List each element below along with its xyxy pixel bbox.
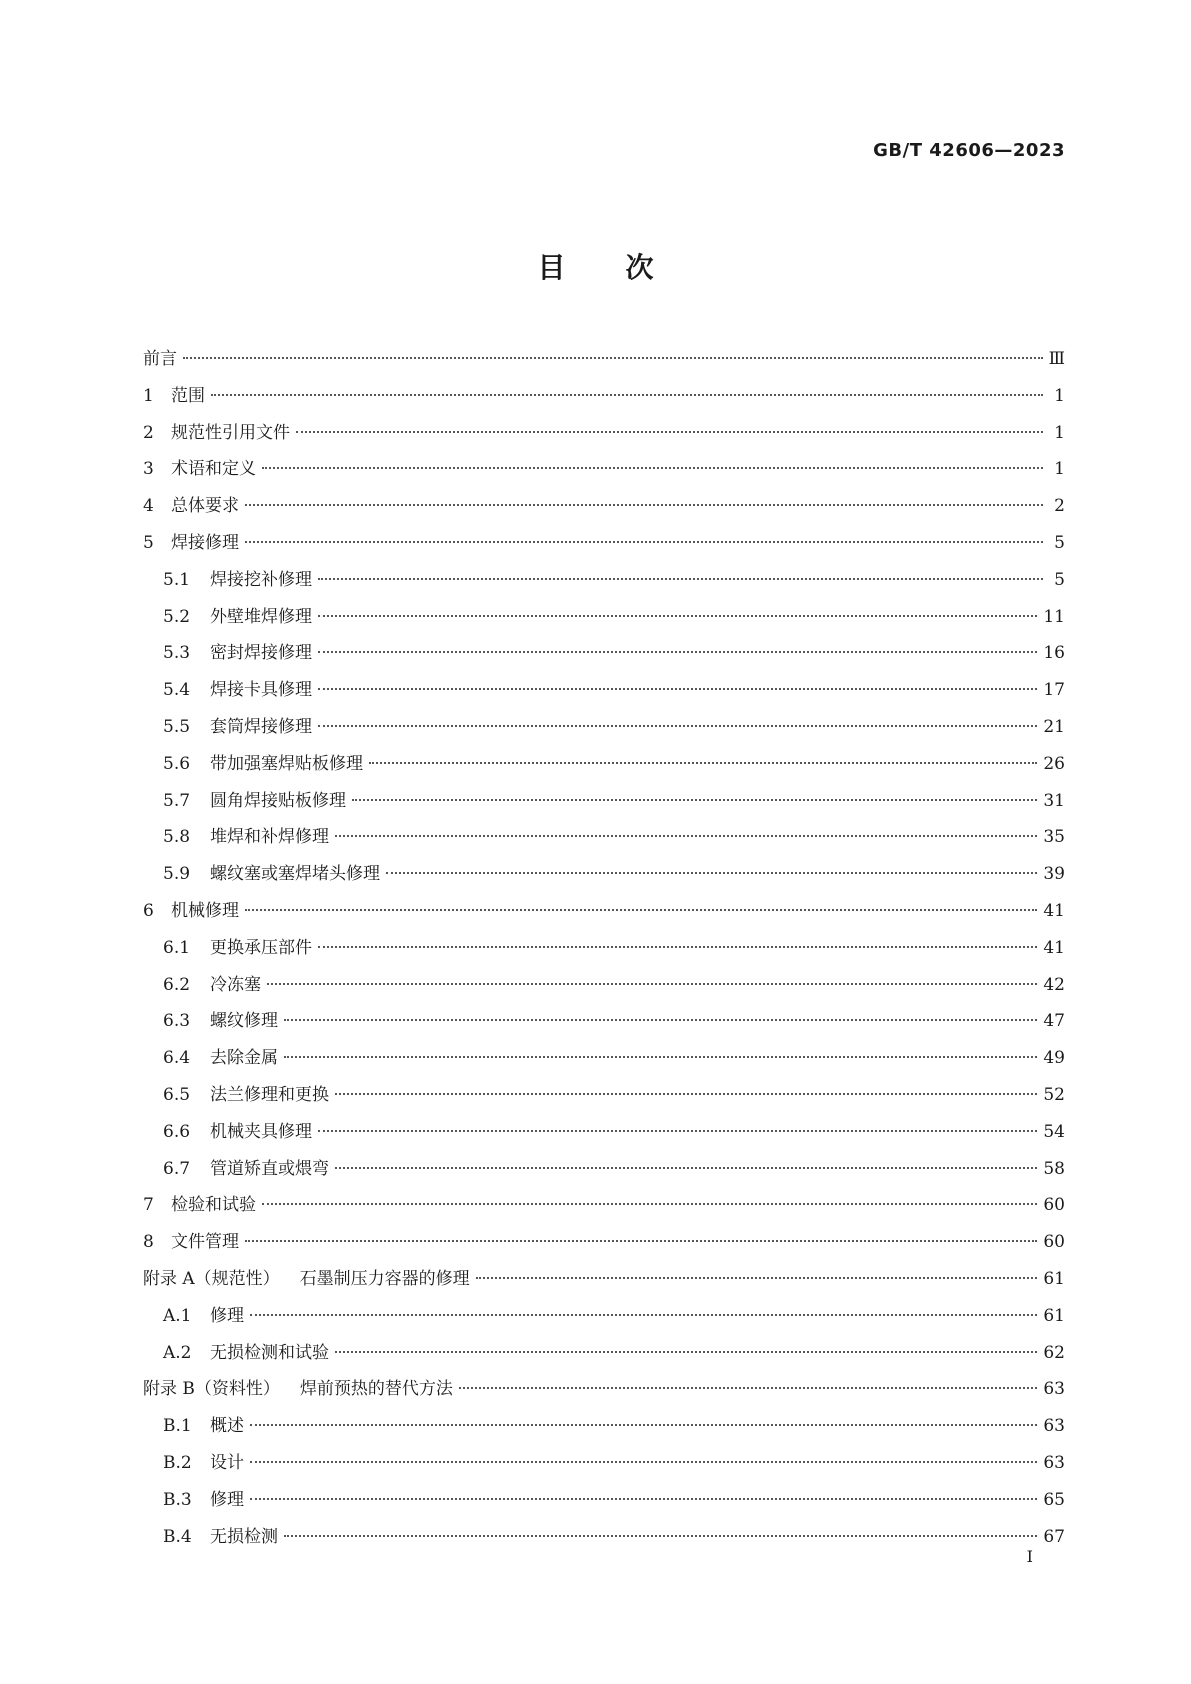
- toc-entry[interactable]: [143, 1154, 1065, 1191]
- toc-entry-label: 外壁堆焊修理: [210, 606, 312, 627]
- toc-dot-leader: [318, 614, 1037, 617]
- toc-entry-label: 机械修理: [171, 900, 239, 921]
- toc-entry-label: 圆角焊接贴板修理: [210, 790, 346, 811]
- toc-entry[interactable]: [143, 418, 1065, 455]
- toc-page-number: 39: [1043, 864, 1065, 885]
- toc-page-number: 62: [1043, 1342, 1065, 1363]
- toc-entry-number: 5.8: [163, 827, 191, 848]
- toc-entry[interactable]: [143, 344, 1065, 381]
- toc-entry[interactable]: [143, 1080, 1065, 1117]
- toc-entry-label: 焊前预热的替代方法: [299, 1379, 453, 1400]
- toc-dot-leader: [318, 650, 1037, 653]
- toc-page-number: 1: [1054, 385, 1065, 406]
- toc-page-number: 54: [1043, 1121, 1065, 1142]
- toc-dot-leader: [245, 540, 1043, 543]
- toc-entry-text: [143, 344, 177, 369]
- toc-entry-text: [143, 675, 312, 700]
- toc-entry[interactable]: [143, 1301, 1065, 1338]
- toc-entry-number: 3: [143, 459, 154, 480]
- toc-entry-text: [143, 1485, 244, 1510]
- toc-page-number: 5: [1054, 569, 1065, 590]
- toc-dot-leader: [250, 1423, 1037, 1426]
- toc-entry-label: 修理: [210, 1489, 244, 1510]
- toc-entry-text: [143, 712, 312, 737]
- toc-entry-number: 6.4: [163, 1048, 191, 1069]
- toc-page-number: 60: [1043, 1232, 1065, 1253]
- page-number: I: [1026, 1547, 1033, 1566]
- toc-dot-leader: [318, 724, 1037, 727]
- toc-dot-leader: [335, 1166, 1037, 1169]
- toc-page-number: 63: [1043, 1379, 1065, 1400]
- toc-entry-text: [143, 1301, 244, 1326]
- toc-entry-number: 6.7: [163, 1158, 191, 1179]
- toc-dot-leader: [335, 1350, 1037, 1353]
- toc-entry[interactable]: [143, 491, 1065, 528]
- toc-page-number: 61: [1043, 1268, 1065, 1289]
- toc-entry-number: 8: [143, 1232, 154, 1253]
- toc-dot-leader: [335, 1092, 1037, 1095]
- toc-entry-label: 机械夹具修理: [210, 1121, 312, 1142]
- toc-page-number: 61: [1043, 1305, 1065, 1326]
- toc-dot-leader: [284, 1534, 1037, 1537]
- toc-entry-text: [143, 1522, 278, 1547]
- toc-page-number: 52: [1043, 1084, 1065, 1105]
- toc-entry[interactable]: [143, 1190, 1065, 1227]
- toc-entry-number: B.4: [163, 1526, 192, 1547]
- table-of-contents: [143, 344, 1065, 1558]
- toc-dot-leader: [386, 871, 1037, 874]
- toc-page-number: 16: [1043, 643, 1065, 664]
- toc-dot-leader: [250, 1497, 1037, 1500]
- toc-entry[interactable]: [143, 1117, 1065, 1154]
- toc-entry[interactable]: [143, 1522, 1065, 1559]
- toc-entry-label: 术语和定义: [171, 459, 256, 480]
- toc-entry-number: 6: [143, 900, 154, 921]
- toc-page-number: 63: [1043, 1416, 1065, 1437]
- toc-entry-text: [143, 602, 312, 627]
- toc-entry-text: [143, 1154, 329, 1179]
- toc-entry-text: [143, 822, 329, 847]
- toc-appendix-label: 附录 B（资料性）: [143, 1379, 280, 1400]
- toc-dot-leader: [245, 1239, 1037, 1242]
- toc-entry-label: 法兰修理和更换: [210, 1084, 329, 1105]
- toc-entry[interactable]: [143, 970, 1065, 1007]
- toc-entry-label: 修理: [210, 1305, 244, 1326]
- toc-entry-label: 螺纹塞或塞焊堵头修理: [210, 864, 380, 885]
- toc-entry-number: 1: [143, 385, 154, 406]
- toc-dot-leader: [318, 1129, 1037, 1132]
- toc-entry-number: B.1: [163, 1416, 192, 1437]
- toc-entry[interactable]: [143, 1411, 1065, 1448]
- toc-entry[interactable]: [143, 565, 1065, 602]
- toc-entry-text: [143, 1043, 278, 1068]
- toc-dot-leader: [318, 687, 1037, 690]
- toc-page-number: 67: [1043, 1526, 1065, 1547]
- toc-dot-leader: [369, 761, 1037, 764]
- toc-entry-label: 密封焊接修理: [210, 643, 312, 664]
- toc-dot-leader: [262, 466, 1043, 469]
- toc-entry-label: 螺纹修理: [210, 1011, 278, 1032]
- toc-entry-number: 5.1: [163, 569, 191, 590]
- toc-dot-leader: [250, 1460, 1037, 1463]
- toc-page-number: 41: [1043, 937, 1065, 958]
- toc-entry-number: 6.5: [163, 1084, 191, 1105]
- toc-entry-label: 带加强塞焊贴板修理: [210, 753, 363, 774]
- toc-dot-leader: [284, 1055, 1037, 1058]
- toc-page-number: 47: [1043, 1011, 1065, 1032]
- page-title: 目次: [537, 251, 714, 284]
- toc-entry-number: 5.9: [163, 864, 191, 885]
- toc-dot-leader: [318, 945, 1037, 948]
- toc-entry[interactable]: [143, 1043, 1065, 1080]
- toc-dot-leader: [183, 356, 1043, 359]
- toc-entry-label: 检验和试验: [171, 1195, 256, 1216]
- toc-entry-number: 5: [143, 532, 154, 553]
- toc-page-number: 21: [1043, 716, 1065, 737]
- toc-entry-text: [143, 1448, 244, 1473]
- toc-entry[interactable]: [143, 1448, 1065, 1485]
- toc-entry-text: [143, 933, 312, 958]
- toc-entry-text: [143, 859, 380, 884]
- toc-entry[interactable]: [143, 381, 1065, 418]
- toc-entry-text: [143, 528, 239, 553]
- toc-entry-label: 设计: [210, 1452, 244, 1473]
- toc-entry[interactable]: [143, 1227, 1065, 1264]
- toc-dot-leader: [245, 908, 1037, 911]
- toc-page-number: 31: [1043, 790, 1065, 811]
- toc-entry-label: 石墨制压力容器的修理: [299, 1268, 470, 1289]
- toc-page-number: 35: [1043, 827, 1065, 848]
- toc-entry-number: B.2: [163, 1452, 192, 1473]
- toc-entry[interactable]: [143, 749, 1065, 786]
- toc-dot-leader: [267, 982, 1037, 985]
- toc-dot-leader: [335, 834, 1037, 837]
- toc-entry-label: 管道矫直或煨弯: [210, 1158, 329, 1179]
- toc-entry-text: [143, 786, 346, 811]
- toc-entry-number: 5.3: [163, 643, 191, 664]
- toc-entry-label: 更换承压部件: [210, 937, 312, 958]
- toc-entry-text: [143, 1374, 453, 1399]
- toc-entry-number: 4: [143, 496, 154, 517]
- toc-entry[interactable]: [143, 859, 1065, 896]
- toc-entry[interactable]: [143, 712, 1065, 749]
- toc-entry-label: 总体要求: [171, 496, 239, 517]
- toc-entry[interactable]: [143, 822, 1065, 859]
- toc-page-number: 41: [1043, 900, 1065, 921]
- toc-dot-leader: [250, 1313, 1037, 1316]
- toc-entry-number: A.1: [163, 1305, 192, 1326]
- toc-appendix-label: 附录 A（规范性）: [143, 1268, 280, 1289]
- toc-page-number: Ⅲ: [1048, 349, 1065, 369]
- toc-entry-number: 6.1: [163, 937, 191, 958]
- toc-entry-label: 去除金属: [210, 1048, 278, 1069]
- toc-entry[interactable]: [143, 638, 1065, 675]
- toc-entry-number: 5.7: [163, 790, 191, 811]
- toc-page-number: 42: [1043, 974, 1065, 995]
- toc-page-number: 60: [1043, 1195, 1065, 1216]
- toc-dot-leader: [262, 1202, 1037, 1205]
- toc-entry-text: [143, 638, 312, 663]
- toc-entry-number: 5.2: [163, 606, 191, 627]
- toc-page-number: 49: [1043, 1048, 1065, 1069]
- toc-entry-text: [143, 381, 205, 406]
- toc-entry-text: [143, 418, 290, 443]
- toc-dot-leader: [459, 1386, 1037, 1389]
- toc-entry-number: 6.6: [163, 1121, 191, 1142]
- toc-dot-leader: [352, 798, 1037, 801]
- toc-entry-label: 套筒焊接修理: [210, 716, 312, 737]
- toc-entry-label: 范围: [171, 385, 205, 406]
- toc-entry-label: 冷冻塞: [210, 974, 261, 995]
- toc-page-number: 63: [1043, 1452, 1065, 1473]
- toc-entry-text: [143, 1006, 278, 1031]
- toc-entry[interactable]: [143, 602, 1065, 639]
- toc-entry-number: 2: [143, 422, 154, 443]
- toc-entry-text: [143, 1338, 329, 1363]
- toc-page-number: 11: [1043, 606, 1065, 627]
- toc-dot-leader: [318, 577, 1043, 580]
- toc-dot-leader: [245, 503, 1043, 506]
- toc-entry[interactable]: [143, 454, 1065, 491]
- toc-entry-label: 文件管理: [171, 1232, 239, 1253]
- toc-entry-number: 6.3: [163, 1011, 191, 1032]
- toc-entry-text: [143, 1411, 244, 1436]
- toc-entry-text: [143, 454, 256, 479]
- toc-entry[interactable]: [143, 1264, 1065, 1301]
- standard-code: GB/T 42606—2023: [873, 140, 1065, 161]
- toc-entry-label: 规范性引用文件: [171, 422, 290, 443]
- toc-entry-number: 6.2: [163, 974, 191, 995]
- toc-dot-leader: [296, 430, 1043, 433]
- toc-entry-text: [143, 1227, 239, 1252]
- toc-entry-text: [143, 970, 261, 995]
- toc-entry-label: 堆焊和补焊修理: [210, 827, 329, 848]
- toc-entry-text: [143, 1080, 329, 1105]
- toc-entry[interactable]: [143, 1485, 1065, 1522]
- toc-entry-text: [143, 749, 363, 774]
- toc-entry-number: 5.4: [163, 680, 191, 701]
- toc-entry-label: 无损检测和试验: [210, 1342, 329, 1363]
- toc-entry[interactable]: [143, 786, 1065, 823]
- toc-entry[interactable]: [143, 1338, 1065, 1375]
- toc-entry[interactable]: [143, 528, 1065, 565]
- toc-entry[interactable]: [143, 933, 1065, 970]
- toc-entry-label: 概述: [210, 1416, 244, 1437]
- toc-entry[interactable]: [143, 1374, 1065, 1411]
- toc-entry-label: 焊接修理: [171, 532, 239, 553]
- toc-page-number: 5: [1054, 532, 1065, 553]
- toc-entry-text: [143, 1264, 470, 1289]
- toc-entry[interactable]: [143, 896, 1065, 933]
- toc-entry-text: [143, 491, 239, 516]
- toc-dot-leader: [476, 1276, 1038, 1279]
- toc-entry-number: 7: [143, 1195, 154, 1216]
- toc-page-number: 2: [1054, 496, 1065, 517]
- toc-entry-label: 焊接挖补修理: [210, 569, 312, 590]
- toc-entry-number: B.3: [163, 1489, 192, 1510]
- toc-entry-label: 前言: [143, 349, 177, 369]
- toc-entry-text: [143, 1190, 256, 1215]
- toc-page-number: 1: [1054, 422, 1065, 443]
- toc-entry-text: [143, 1117, 312, 1142]
- toc-entry-number: 5.6: [163, 753, 191, 774]
- toc-entry-number: 5.5: [163, 716, 191, 737]
- toc-entry-text: [143, 896, 239, 921]
- toc-entry-label: 焊接卡具修理: [210, 680, 312, 701]
- toc-entry[interactable]: [143, 1006, 1065, 1043]
- toc-page-number: 65: [1043, 1489, 1065, 1510]
- toc-entry[interactable]: [143, 675, 1065, 712]
- toc-entry-text: [143, 565, 312, 590]
- toc-page-number: 17: [1043, 680, 1065, 701]
- toc-page-number: 1: [1054, 459, 1065, 480]
- toc-entry-number: A.2: [163, 1342, 192, 1363]
- toc-page-number: 58: [1043, 1158, 1065, 1179]
- toc-page-number: 26: [1043, 753, 1065, 774]
- toc-entry-label: 无损检测: [210, 1526, 278, 1547]
- toc-dot-leader: [211, 393, 1043, 396]
- toc-dot-leader: [284, 1018, 1037, 1021]
